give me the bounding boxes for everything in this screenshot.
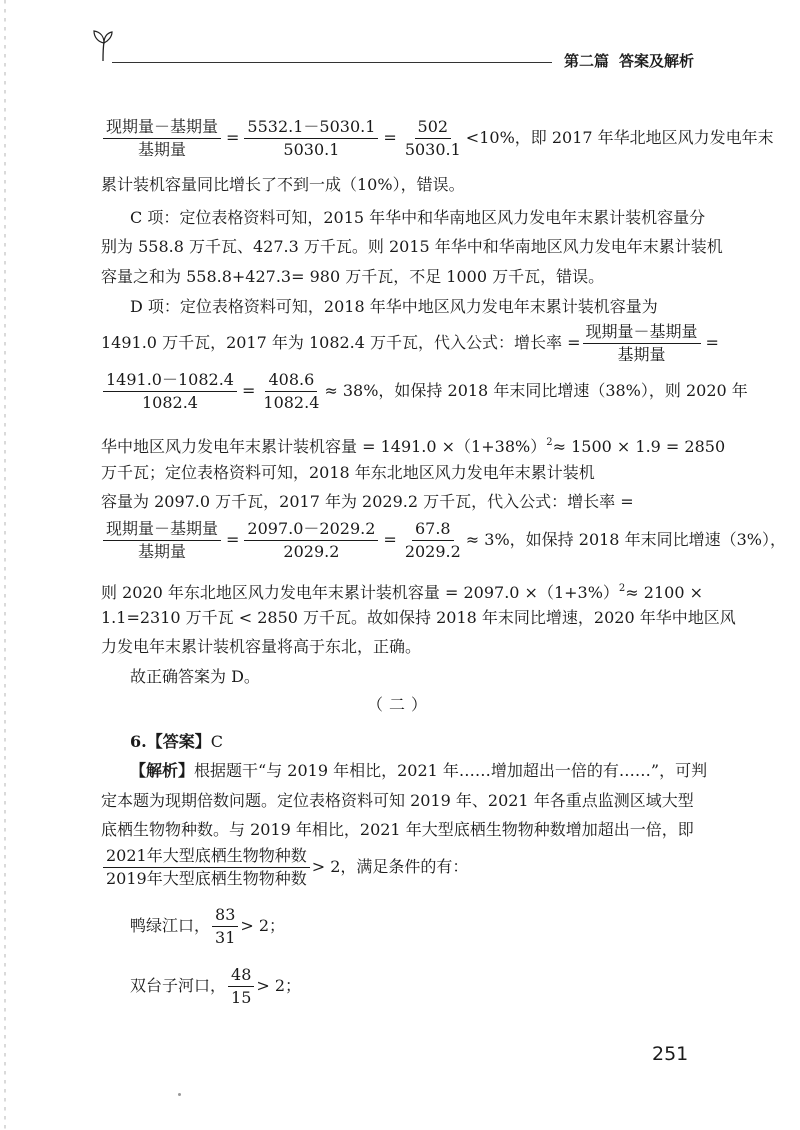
text-line: 累计装机容量同比增长了不到一成（10%），错误。 [101, 175, 465, 194]
scan-edge-dots [4, 0, 6, 1130]
fraction: $\frac{408.6}{1082.4}$ [263, 370, 320, 412]
fraction: $\frac{48}{15}$ [228, 965, 254, 1008]
fraction: $\frac{502}{5030.1}$ [404, 117, 461, 159]
section-heading: （二） [366, 695, 433, 714]
text-line: 底栖生物物种数。与 2019 年相比，2021 年大型底栖生物物种数增加超出一倍，即 [101, 820, 694, 839]
text-line: 万千瓦；定位表格资料可知，2018 年东北地区风力发电年末累计装机 [101, 463, 595, 482]
text-line: 则 2020 年东北地区风力发电年末累计装机容量 = $2097.0 \times(1+3\%)^2\approx 2100$ × [101, 583, 703, 602]
text-line: 容量为 2097.0 万千瓦，2017 年为 2029.2 万千瓦，代入公式：增长率 = [101, 492, 634, 511]
option-c-line: C 项：定位表格资料可知，2015 年华中和华南地区风力发电年末累计装机容量分 [130, 208, 706, 227]
text-line: $\frac{\text{现期量－基期量}}{\text{基期量}}$ = $\frac{2097.0-2029.2}{2029.2}$ = $\frac{67.8}{2029.2}$ ≈ 3%，如保持 2018 年末同比增速（3%）， [101, 519, 786, 562]
conclusion-line: 故正确答案为 D。 [130, 667, 260, 686]
fraction: $\frac{\text{2021年大型底栖生物物种数}}{\text{2019年大型底栖生物物种数}}$ [103, 846, 310, 889]
fraction: $\frac{\text{现期量－基期量}}{\text{基期量}}$ [103, 519, 221, 562]
header-rule [112, 62, 552, 63]
text-line: 1491.0 万千瓦，2017 年为 1082.4 万千瓦，代入公式：增长率 = $\frac{\text{现期量－基期量}}{\text{基期量}}$ = [101, 322, 719, 364]
list-item: 鸭绿江口， $\frac{83}{31}$ > 2； [130, 905, 286, 947]
fraction: $\frac{5532.1-5030.1}{5030.1}$ [244, 117, 378, 160]
text-line: $\frac{1491.0-1082.4}{1082.4}$ = $\frac{408.6}{1082.4}$ ≈ 38%，如保持 2018 年末同比增速（38%），则 2020 年 [101, 370, 748, 413]
header-title [564, 50, 694, 71]
fraction: $\frac{\text{现期量－基期量}}{\text{基期量}}$ [103, 117, 221, 160]
header-section: 答案及解析 [619, 52, 695, 70]
text-line: 1.1=2310 万千瓦 < 2850 万千瓦。故如保持 2018 年末同比增速，2020 年华中地区风 [101, 608, 736, 627]
text-line: 定本题为现期倍数问题。定位表格资料可知 2019 年、2021 年各重点监测区域大型 [101, 791, 694, 810]
option-d-line: D 项：定位表格资料可知，2018 年华中地区风力发电年末累计装机容量为 [130, 297, 658, 316]
page-header [0, 0, 800, 80]
text-line: 力发电年末累计装机容量将高于东北，正确。 [101, 637, 422, 656]
list-item: 双台子河口， $\frac{48}{15}$ > 2； [130, 965, 302, 1007]
fraction: $\frac{\text{现期量－基期量}}{\text{基期量}}$ [583, 322, 701, 365]
sprout-icon [90, 28, 116, 62]
answer-line: 6.【答案】C [130, 732, 223, 751]
text-line: 容量之和为 558.8+427.3= 980 万千瓦，不足 1000 万千瓦，错误。 [101, 267, 605, 286]
fraction: $\frac{83}{31}$ [212, 905, 238, 948]
fraction: $\frac{67.8}{2029.2}$ [404, 519, 461, 561]
fraction: $\frac{2097.0-2029.2}{2029.2}$ [244, 519, 378, 562]
scan-speck [178, 1093, 181, 1096]
text-line: 别为 558.8 万千瓦、427.3 万千瓦。则 2015 年华中和华南地区风力发电年末累计装机 [101, 237, 723, 256]
text-line: 华中地区风力发电年末累计装机容量 = $1491.0 \times(1+38\%)^2\approx 1500 \times 1.9 = 2850$ [101, 437, 726, 456]
analysis-line: 【解析】根据题干“与 2019 年相比，2021 年……增加超出一倍的有……”，可判 [130, 761, 708, 780]
page-number: 251 [652, 1043, 689, 1065]
text-line: $\frac{\text{2021年大型底栖生物物种数}}{\text{2019年大型底栖生物物种数}}$ > 2，满足条件的有： [101, 846, 468, 889]
calc1-line: $\frac{\text{现期量－基期量}}{\text{基期量}}$ = $\frac{5532.1-5030.1}{5030.1}$ = $\frac{502}{5030.1}$ <10%，即 2017 年华北地区风力发电年末 [101, 117, 774, 160]
header-part: 第二篇 [564, 52, 610, 70]
fraction: $\frac{1491.0-1082.4}{1082.4}$ [103, 370, 237, 413]
